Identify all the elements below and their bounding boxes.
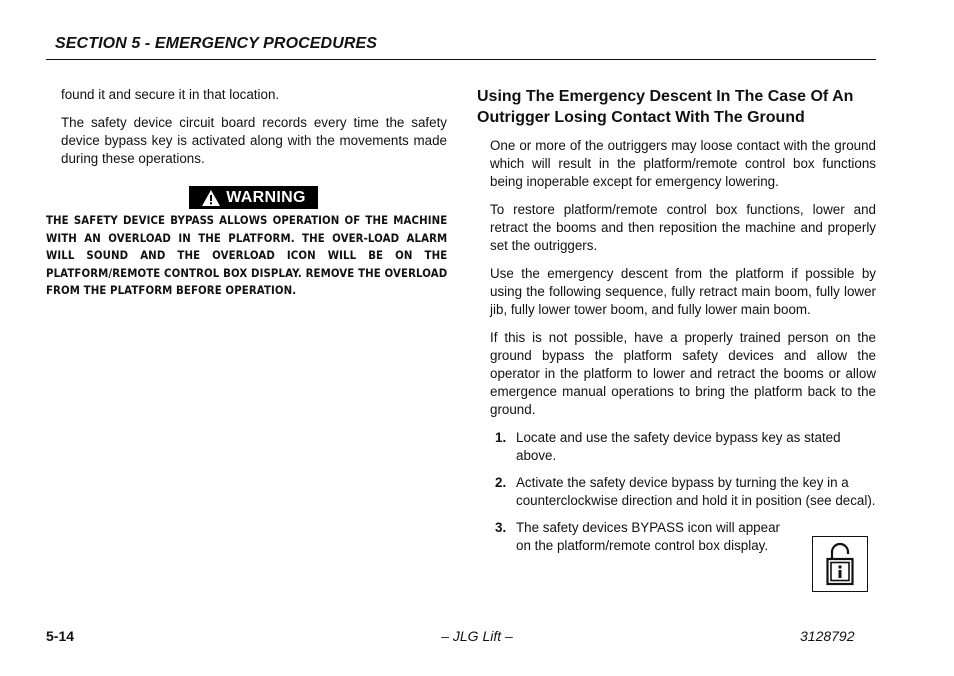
page-number: 5-14 bbox=[46, 628, 75, 644]
step-number: 3. bbox=[495, 520, 507, 535]
step-number: 2. bbox=[495, 475, 507, 490]
bypass-icon-frame bbox=[812, 536, 868, 592]
footer-brand: – JLG Lift – bbox=[441, 628, 513, 644]
document-number: 3128792 bbox=[800, 628, 855, 644]
left-column bbox=[61, 86, 447, 178]
section-heading: Using The Emergency Descent In The Case Of An Outrigger Losing Contact With The Ground bbox=[477, 88, 854, 126]
right-paragraph-3: Use the emergency descent from the platform if possible by using the following sequence, fully retract main boom, fully lower jib, fully lower tower boom, and fully lower main boom. bbox=[490, 266, 876, 317]
left-paragraph-2: The safety device circuit board records every time the safety device bypass key is activated along with the movements made during these operations. bbox=[61, 115, 447, 166]
unlocked-padlock-icon bbox=[813, 537, 867, 591]
right-paragraph-1: One or more of the outriggers may loose contact with the ground which will result in the platform/remote control box functions being inoperable except for emergency lowering. bbox=[490, 138, 876, 189]
list-item bbox=[490, 429, 876, 465]
warning-triangle-icon bbox=[201, 189, 221, 207]
right-paragraph-2: To restore platform/remote control box functions, lower and retract the booms and then reposition the machine and properly set the outriggers. bbox=[490, 202, 876, 253]
right-paragraph-4: If this is not possible, have a properly trained person on the ground bypass the platform safety devices and allow the operator in the platform to lower and retract the booms or allow emergence manual operations to bring the platform back to the ground. bbox=[490, 330, 876, 417]
warning-text: THE SAFETY DEVICE BYPASS ALLOWS OPERATION OF THE MACHINE WITH AN OVERLOAD IN THE PLATFORM. THE OVER-LOAD ALARM WILL SOUND AND THE OVERLOAD ICON WILL BE ON THE PLATFORM/REMOTE CONTROL BOX DISPLAY. REMOVE THE OVERLOAD FROM THE PLATFORM BEFORE OPERATION. bbox=[46, 213, 448, 298]
header-divider bbox=[46, 59, 876, 60]
step-number: 1. bbox=[495, 430, 507, 445]
section-title: SECTION 5 - EMERGENCY PROCEDURES bbox=[55, 35, 378, 52]
step-text: Activate the safety device bypass by turning the key in a counterclockwise direction and hold it in position (see decal). bbox=[516, 475, 876, 508]
right-column bbox=[490, 137, 876, 564]
step-text: Locate and use the safety device bypass key as stated above. bbox=[516, 430, 841, 463]
list-item bbox=[490, 519, 796, 555]
warning-banner bbox=[189, 186, 318, 209]
warning-label: WARNING bbox=[226, 188, 306, 206]
step-text: The safety devices BYPASS icon will appear on the platform/remote control box display. bbox=[516, 520, 780, 553]
left-paragraph-1: found it and secure it in that location. bbox=[61, 87, 280, 102]
list-item bbox=[490, 474, 876, 510]
